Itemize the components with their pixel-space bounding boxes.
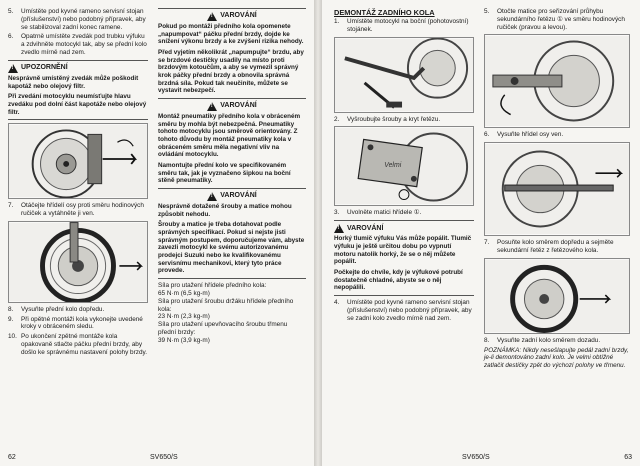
warning-triangle-icon: [207, 102, 217, 111]
side-stand-illustration: [335, 38, 473, 112]
warning-heading-2: [158, 102, 306, 111]
step-text: Umístěte motocykl na boční (pohotovostní) stojánek.: [347, 18, 469, 33]
warning-triangle-icon: [207, 12, 217, 21]
chain-cover-illustration: [335, 127, 473, 205]
step-1: [334, 18, 474, 34]
front-wheel-illustration: [9, 222, 147, 302]
section-title: DEMONTÁŽ ZADNÍHO KOLA: [334, 8, 435, 17]
footer-title: SV650/S: [150, 454, 178, 461]
step-text: Vysuňte hřídel osy ven.: [497, 131, 564, 139]
step-6: [484, 131, 630, 139]
step-text: Při opětné montáži kola vykonejte uvedené kroky v obráceném sledu.: [21, 315, 143, 331]
figure-side-stand: [334, 37, 474, 113]
step-number: 4.: [334, 298, 340, 306]
divider: [8, 119, 148, 120]
right-col2: [484, 8, 630, 370]
warning-heading-1: [158, 12, 306, 21]
step-number: 10.: [8, 333, 17, 341]
caution-text-1: Nesprávně umístěný zvedák může poškodit kapotáž nebo olejový filtr.: [8, 74, 139, 90]
warning-heading: [334, 224, 474, 233]
step-9: [8, 316, 148, 332]
torque-spec-label: Síla pro utažení šroubu držáku hřídele předního kola:: [158, 297, 294, 313]
caution-text-2: Při zvedání motocyklu neumísťujte hlavu zvedáku pod dolní část kapotáže nebo olejový filtr.: [8, 93, 147, 116]
divider: [8, 60, 148, 61]
warning-triangle-icon: [207, 192, 217, 201]
step-number: 3.: [334, 209, 340, 217]
divider: [334, 220, 474, 221]
figure-rear-wheel: [484, 258, 630, 334]
warning-label: VAROVÁNÍ: [347, 224, 384, 232]
step-4: [334, 299, 474, 322]
figure-axle-removal: [484, 142, 630, 236]
warning-triangle-icon: [8, 64, 18, 73]
right-page: [322, 0, 640, 466]
left-col2: [158, 8, 306, 345]
step-8: [484, 337, 630, 345]
warning-text-1: Horký tlumič výfuku Vás může popálit. Tlumič výfuku je ještě určitou dobu po vypnutí motoru natolik horký, že se o něj můžete popálit.: [334, 235, 472, 266]
figure-front-axle: [8, 123, 148, 199]
axle-removal-illustration: [485, 143, 629, 235]
step-text: Umístěte pod kyvné rameno servisní stojan (příslušenství) nebo podobný přípravek, aby se zadní kolo zvedlo mírně nad zem.: [347, 298, 472, 322]
warning-2-text-1: Montáž pneumatiky předního kola v obráceném směru by mohla být nebezpečná. Pneumatiky tohoto motocyklu jsou směrově orientovány. Z tohoto důvodu by montáž pneumatiky kola v obráceném směru měla negativní vliv na ovládání motocyklu.: [158, 113, 301, 159]
torque-specs: [158, 282, 306, 345]
step-6: [8, 33, 148, 56]
warning-3-text-2: Šrouby a matice je třeba dotahovat podle správných specifikací. Pokud si nejste jisti správným postupem, doporučujeme vám, abyste zavezli motocykl ke svému autorizovanému prodejci Suzuki nebo ke kvalifikovanému servisnímu mechanikovi, který tyto práce provede.: [158, 221, 305, 275]
step-number: 8.: [484, 336, 490, 344]
figure-front-wheel: [8, 221, 148, 303]
left-col1: [8, 8, 148, 359]
step-text: Otočte matice pro seřizování průhybu sekundárního řetězu ① ve směru hodinových ručiček (pravou a levou).: [497, 8, 625, 31]
note-text: POZNÁMKA: Nikdy nesešlapujte pedál zadní brzdy, je-li demontováno zadní kolo. Je velmi obtížné zatlačit destičky zpět do výchozí polohy ve třmenu.: [484, 346, 629, 370]
chain-adjuster-illustration: [485, 35, 629, 127]
book-gutter: [314, 0, 322, 466]
torque-spec-label: Síla pro utažení upevňovacího šroubu třmenu přední brzdy:: [158, 321, 288, 337]
divider: [334, 295, 474, 296]
step-text: Vyšroubujte šrouby a kryt řetězu.: [347, 115, 441, 123]
step-text: Po ukončení zpětné montáže kola opakovaně stlačte páčku přední brzdy, aby došlo ke správnému nastavení polohy brzdy.: [21, 333, 147, 356]
rear-wheel-illustration: [485, 259, 629, 333]
step-number: 7.: [8, 202, 14, 210]
step-number: 8.: [8, 305, 14, 313]
torque-spec-value: 39 N·m (3,9 kg-m): [158, 336, 210, 344]
divider: [158, 98, 306, 99]
step-number: 6.: [484, 131, 490, 139]
step-text: Otáčejte hřídelí osy proti směru hodinových ručiček a vytáhněte ji ven.: [21, 202, 144, 218]
step-number: 9.: [8, 315, 14, 323]
caution-label: UPOZORNĚNÍ: [21, 64, 68, 72]
warning-label: VAROVÁNÍ: [220, 102, 257, 110]
footer-title: SV650/S: [462, 454, 490, 461]
figure-chain-cover: [334, 126, 474, 206]
divider: [158, 8, 306, 9]
step-number: 2.: [334, 115, 340, 123]
step-text: Posuňte kolo směrem dopředu a sejměte sekundární řetěz z řetězového kola.: [497, 239, 614, 255]
warning-1-text-1: Pokud po montáži předního kola opomenete „napumpovat“ páčku přední brzdy, dojde ke snížení výkonu brzdy a ke zvýšení rizika nehody.: [158, 23, 304, 46]
step-3: [334, 209, 474, 217]
step-text: Vysuňte přední kolo dopředu.: [21, 305, 105, 313]
step-5: [8, 8, 148, 31]
left-page: [0, 0, 314, 466]
warning-2-text-2: Namontujte přední kolo ve specifikovaném směru tak, jak je vyznačeno šipkou na boční stěně pneumatiky.: [158, 162, 291, 185]
step-8: [8, 306, 148, 314]
step-text: Uvolněte matici hřídele ①.: [347, 209, 422, 217]
torque-spec-value: 65 N·m (6,5 kg-m): [158, 289, 210, 297]
step-text: Umístěte pod kyvné rameno servisní stojan (příslušenství) nebo podobný přípravek, aby se stabilizoval zadní konec ramene.: [21, 8, 146, 31]
caution-heading: [8, 64, 148, 73]
step-number: 7.: [484, 239, 490, 247]
divider: [158, 278, 306, 279]
warning-3-text-1: Nesprávně dotažené šrouby a matice mohou způsobit nehodu.: [158, 203, 292, 218]
divider: [158, 188, 306, 189]
step-number: 5.: [484, 8, 490, 15]
warning-triangle-icon: [334, 224, 344, 233]
step-text: Vysuňte zadní kolo směrem dozadu.: [497, 336, 601, 344]
page-number: 62: [8, 454, 16, 461]
torque-spec-label: Síla pro utažení hřídele předního kola:: [158, 282, 267, 290]
step-number: 5.: [8, 8, 14, 15]
page-number: 63: [624, 454, 632, 461]
step-2: [334, 116, 474, 124]
step-7: [484, 239, 630, 255]
torque-spec-value: 23 N·m (2,3 kg-m): [158, 313, 210, 321]
step-text: Opatrně umístěte zvedák pod trubku výfuku a zdvihněte motocykl tak, aby se přední kolo zvedlo mírně nad zem.: [21, 33, 147, 57]
step-7: [8, 202, 148, 218]
figure-adjuster: [484, 34, 630, 128]
warning-label: VAROVÁNÍ: [220, 12, 257, 20]
warning-heading-3: [158, 192, 306, 201]
front-axle-illustration: [9, 124, 147, 198]
step-5: [484, 8, 630, 31]
warning-label: VAROVÁNÍ: [220, 192, 257, 200]
step-10: [8, 333, 148, 356]
step-number: 6.: [8, 33, 14, 41]
warning-text-2: Počkejte do chvíle, kdy je výfukové potrubí dostatečně chladné, abyste se o něj nepopálili.: [334, 268, 463, 292]
step-number: 1.: [334, 18, 340, 26]
warning-1-text-2: Před vyjetím několikrát „napumpujte“ brzdu, aby se brzdové destičky usadily na místo proti brzdovým kotoučům, a aby se vymezil správný krok páčky přední brzdy a obnovila správná brzdná síla. Pokud tak neučiníte, můžete se vystavit nebezpečí.: [158, 49, 304, 95]
figure-label: Velmi: [384, 162, 402, 170]
right-col1: [334, 8, 474, 324]
